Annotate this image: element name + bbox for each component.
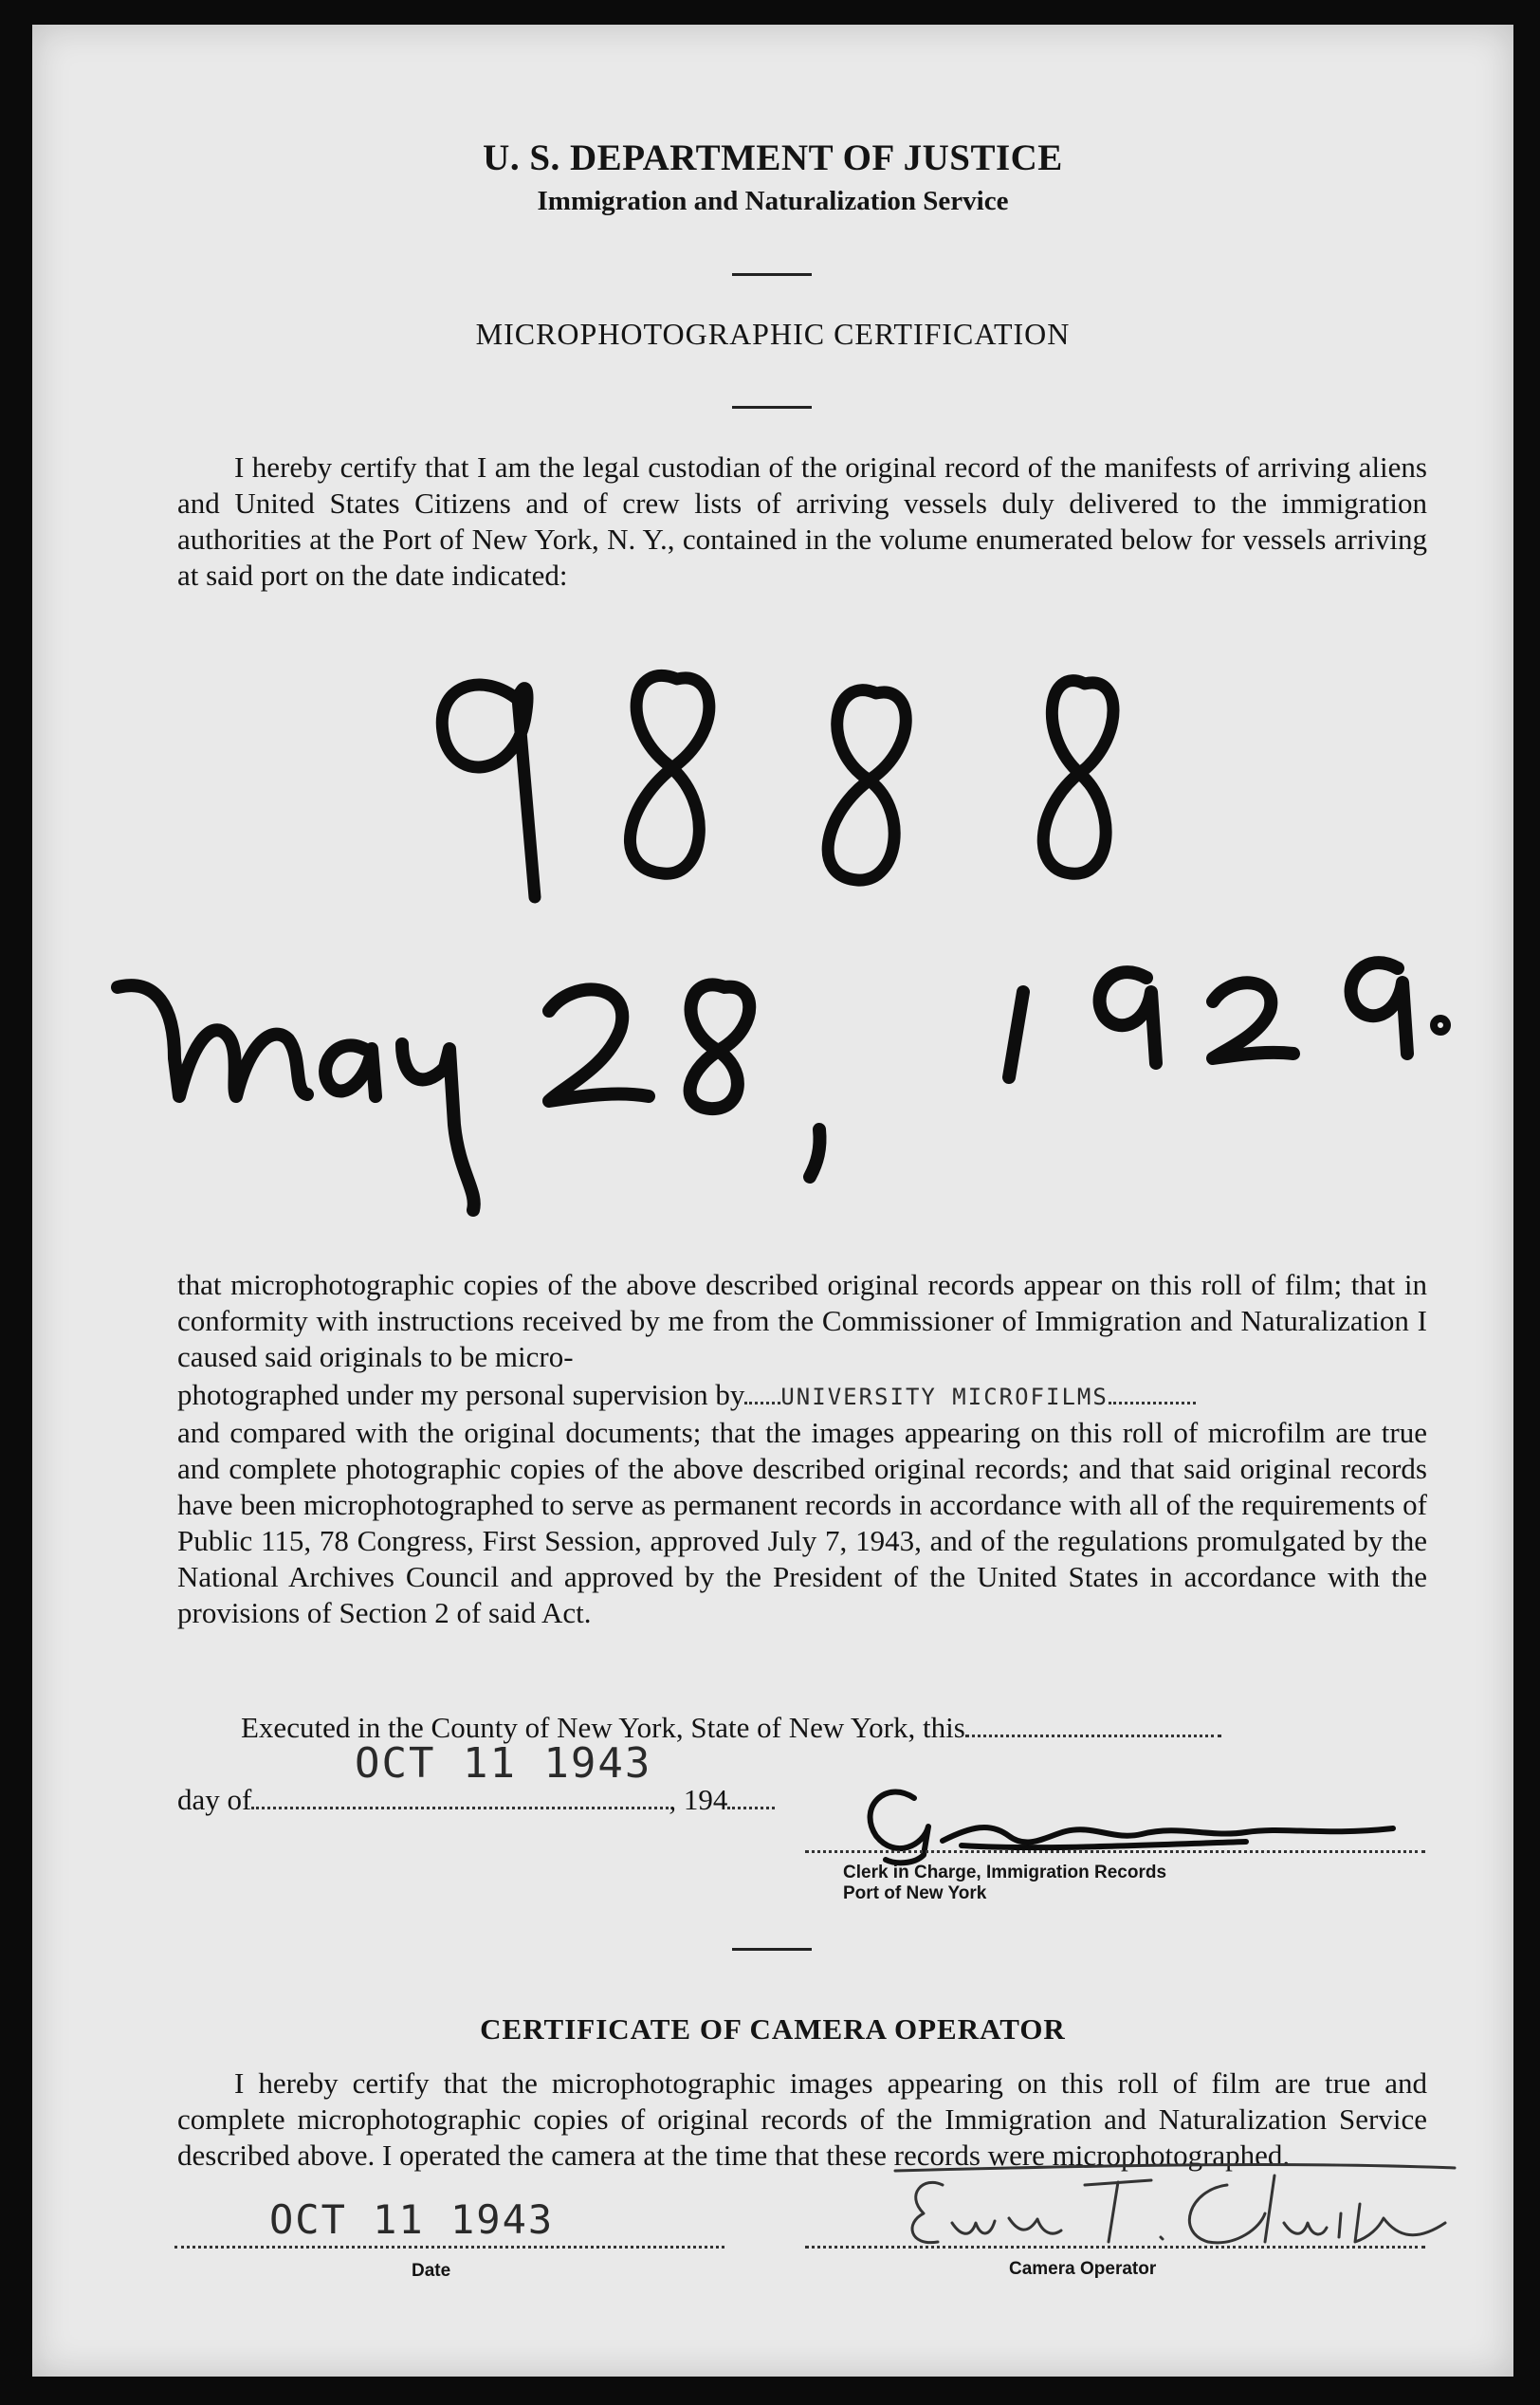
divider — [732, 273, 812, 276]
executed-text: Executed in the County of New York, State of New York, this — [241, 1711, 965, 1744]
clerk-signature-line — [805, 1850, 1425, 1853]
certification-title: MICROPHOTOGRAPHIC CERTIFICATION — [475, 317, 1071, 351]
certification-body-2: and compared with the original documents; that the images appearing on this roll of microfilm are true and complete photographic copies of the above described original records; and that said original records have been microphotographed to serve as permanent records in accordance with all of the requirements of Public 115, 78 Congress, First Session, approved July 7, 1943, and of the regulations promulgated by the National Archives Council and approved by the President of the United States in accordance with the provisions of Section 2 of said Act. — [177, 1416, 1427, 1629]
handwritten-volume-number — [393, 641, 1208, 907]
divider — [732, 1948, 812, 1951]
handwritten-arrival-date — [70, 935, 1455, 1220]
camera-operator-line — [805, 2246, 1425, 2249]
date-line — [174, 2246, 724, 2249]
supervision-line — [177, 1378, 1196, 1412]
supervisor-stamp: UNIVERSITY MICROFILMS — [780, 1384, 1109, 1410]
supervision-prefix: photographed under my personal supervision by — [177, 1378, 745, 1411]
camera-date-stamp: OCT 11 1943 — [269, 2196, 555, 2243]
camera-certificate-body: I hereby certify that the microphotographic images appearing on this roll of film are true and complete microphotographic copies of original records of the Immigration and Naturalization Service described above. I operated the camera at the time that these records were microphotographed. — [177, 2066, 1427, 2172]
certification-intro: I hereby certify that I am the legal custodian of the original record of the manifests of arriving aliens and United States Citizens and of crew lists of arriving vessels duly delivered to the immigration authorities at the Port of New York, N. Y., contained in the volume enumerated below for vessels arriving at said port on the date indicated: — [177, 450, 1427, 592]
year-prefix: , 194 — [669, 1783, 728, 1816]
camera-operator-label: Camera Operator — [1009, 2259, 1157, 2279]
date-stamp: OCT 11 1943 — [355, 1739, 652, 1788]
divider — [732, 406, 812, 409]
day-of-line — [177, 1783, 775, 1817]
day-of-label: day of — [177, 1783, 252, 1816]
certification-body-1: that microphotographic copies of the above described original records appear on this roll of film; that in conformity with instructions received by me from the Commissioner of Immigration and Naturalization I caused said originals to be micro- — [177, 1268, 1427, 1373]
camera-operator-signature — [886, 2147, 1474, 2270]
department-heading: U. S. DEPARTMENT OF JUSTICE — [483, 138, 1063, 178]
clerk-signature — [848, 1770, 1407, 1874]
service-subheading: Immigration and Naturalization Service — [537, 186, 1009, 216]
date-label: Date — [412, 2261, 451, 2281]
signer-port: Port of New York — [843, 1883, 987, 1903]
camera-certificate-title: CERTIFICATE OF CAMERA OPERATOR — [480, 2012, 1066, 2046]
signer-title: Clerk in Charge, Immigration Records — [843, 1863, 1167, 1882]
certificate-sheet — [32, 25, 1513, 2377]
